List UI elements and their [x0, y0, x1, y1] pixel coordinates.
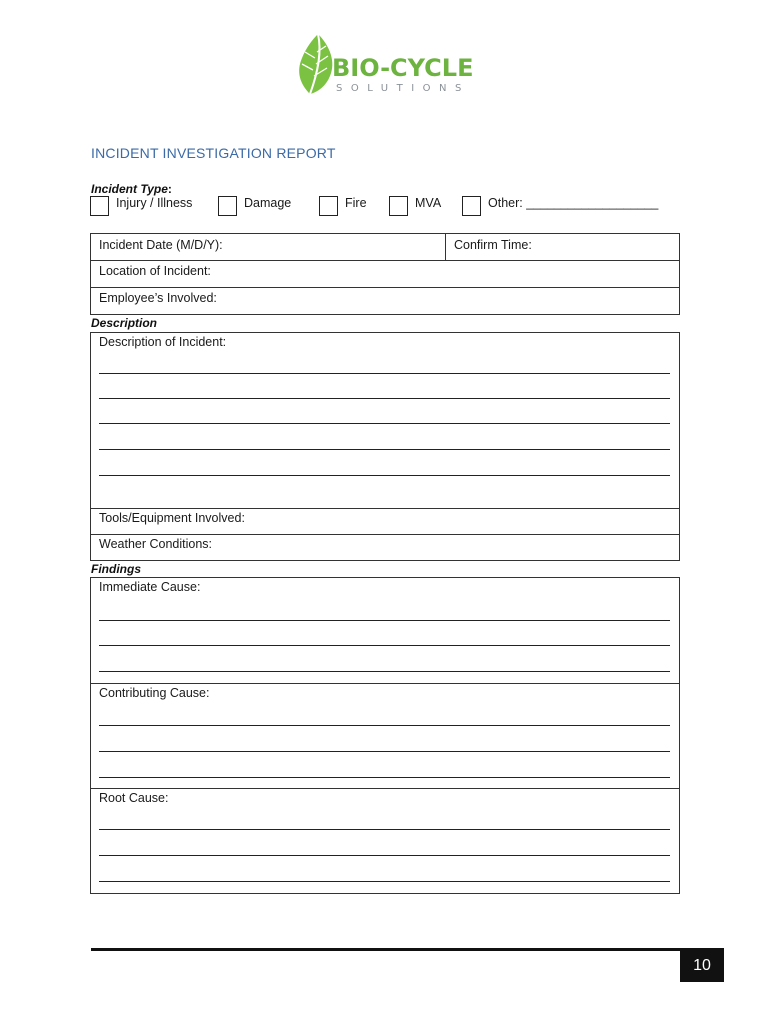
location-label: Location of Incident:: [99, 264, 211, 278]
confirm-time-label: Confirm Time:: [454, 238, 532, 252]
checkbox-label: Fire: [345, 196, 367, 210]
checkbox-label: Other: ___________________: [488, 196, 659, 210]
writing-line: [99, 881, 670, 882]
writing-line: [99, 671, 670, 672]
checkbox-damage[interactable]: [218, 196, 291, 216]
tools-label: Tools/Equipment Involved:: [99, 511, 245, 525]
checkbox-other[interactable]: [462, 196, 658, 216]
description-heading: Description: [91, 316, 158, 330]
tools-field[interactable]: [91, 509, 679, 535]
checkbox-box[interactable]: [462, 196, 481, 216]
checkbox-label: Damage: [244, 196, 292, 210]
footer-rule: [91, 948, 724, 951]
company-logo: [296, 32, 476, 98]
location-field[interactable]: [91, 261, 679, 288]
date-time-row: [91, 234, 679, 261]
writing-line: [99, 620, 670, 621]
writing-line: [99, 645, 670, 646]
description-field[interactable]: [91, 333, 679, 509]
weather-field[interactable]: [91, 535, 679, 560]
checkbox-box[interactable]: [90, 196, 109, 216]
immediate-cause-field[interactable]: [91, 578, 679, 684]
confirm-time-field[interactable]: [446, 234, 679, 260]
checkbox-fire[interactable]: [319, 196, 367, 216]
employees-field[interactable]: [91, 288, 679, 314]
checkbox-injury-illness[interactable]: [90, 196, 192, 216]
weather-label: Weather Conditions:: [99, 537, 213, 551]
contributing-cause-label: Contributing Cause:: [99, 686, 210, 700]
incident-type-heading: [91, 182, 172, 196]
incident-date-field[interactable]: [91, 234, 446, 260]
immediate-cause-label: Immediate Cause:: [99, 580, 201, 594]
checkbox-label: MVA: [415, 196, 442, 210]
writing-line: [99, 829, 670, 830]
incident-date-label: Incident Date (M/D/Y):: [99, 238, 223, 252]
employees-label: Employee’s Involved:: [99, 291, 217, 305]
checkbox-label: Injury / Illness: [116, 196, 193, 210]
checkbox-box[interactable]: [319, 196, 338, 216]
findings-table: [90, 577, 680, 894]
leaf-icon: [296, 32, 336, 96]
contributing-cause-field[interactable]: [91, 684, 679, 789]
findings-heading: Findings: [91, 562, 141, 576]
report-title: INCIDENT INVESTIGATION REPORT: [91, 145, 336, 161]
incident-type-label: Incident Type: [91, 182, 168, 196]
root-cause-field[interactable]: [91, 789, 679, 893]
incident-details-table: [90, 233, 680, 315]
checkbox-box[interactable]: [389, 196, 408, 216]
description-label: Description of Incident:: [99, 335, 227, 349]
writing-line: [99, 398, 670, 399]
checkbox-mva[interactable]: [389, 196, 441, 216]
writing-line: [99, 475, 670, 476]
root-cause-label: Root Cause:: [99, 791, 169, 805]
writing-line: [99, 449, 670, 450]
writing-line: [99, 423, 670, 424]
writing-line: [99, 373, 670, 374]
writing-line: [99, 751, 670, 752]
incident-type-options: [90, 196, 680, 218]
logo-tagline: SOLUTIONS: [336, 83, 470, 94]
description-table: [90, 332, 680, 561]
checkbox-box[interactable]: [218, 196, 237, 216]
writing-line: [99, 855, 670, 856]
logo-name: BIO-CYCLE: [332, 54, 474, 82]
writing-line: [99, 725, 670, 726]
incident-type-colon: :: [167, 182, 172, 196]
writing-line: [99, 777, 670, 778]
page-number: 10: [680, 950, 724, 982]
